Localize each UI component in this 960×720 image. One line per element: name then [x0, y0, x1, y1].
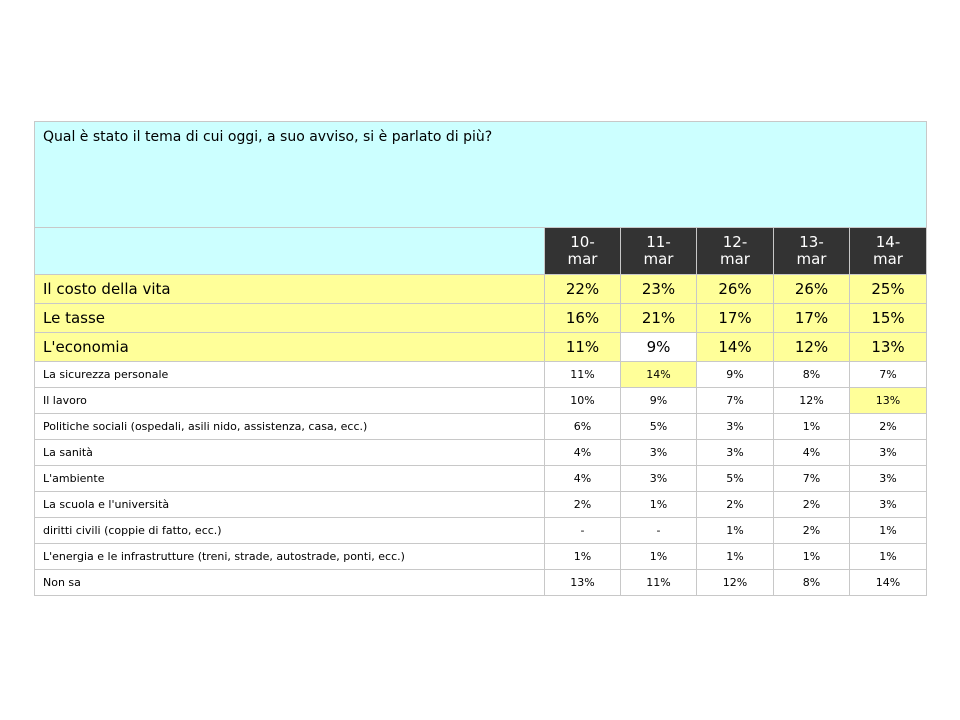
- value-cell: 12%: [774, 333, 850, 362]
- table-row: [35, 518, 927, 544]
- value-cell: 15%: [850, 304, 927, 333]
- row-label: Il lavoro: [35, 388, 545, 414]
- column-header-month: mar: [643, 250, 674, 268]
- row-label: La scuola e l'università: [35, 492, 545, 518]
- value-cell: 1%: [850, 544, 927, 570]
- table-title: Qual è stato il tema di cui oggi, a suo avviso, si è parlato di più?: [43, 129, 493, 145]
- value-cell: 13%: [850, 333, 927, 362]
- row-label: diritti civili (coppie di fatto, ecc.): [35, 518, 545, 544]
- question-cell: [35, 122, 927, 228]
- column-header-day: 11-: [646, 233, 671, 251]
- row-label: Non sa: [35, 570, 545, 596]
- value-cell: 7%: [850, 362, 927, 388]
- header-row: [35, 228, 927, 275]
- value-cell: 4%: [545, 440, 621, 466]
- table-row: [35, 362, 927, 388]
- table-row: [35, 304, 927, 333]
- value-cell: 9%: [697, 362, 774, 388]
- table-row: [35, 466, 927, 492]
- value-cell: 3%: [850, 466, 927, 492]
- column-header-10-mar: [545, 228, 621, 275]
- value-cell: 1%: [621, 492, 697, 518]
- value-cell: 3%: [697, 440, 774, 466]
- survey-table: [34, 121, 927, 596]
- column-header-11-mar: [621, 228, 697, 275]
- value-cell: 23%: [621, 275, 697, 304]
- value-cell: 4%: [774, 440, 850, 466]
- column-header-12-mar: [697, 228, 774, 275]
- value-cell: 1%: [697, 518, 774, 544]
- value-cell: -: [621, 518, 697, 544]
- value-cell: 2%: [545, 492, 621, 518]
- row-label: La sicurezza personale: [35, 362, 545, 388]
- value-cell: 26%: [774, 275, 850, 304]
- value-cell: 8%: [774, 362, 850, 388]
- value-cell: 1%: [774, 544, 850, 570]
- header-blank-cell: [35, 228, 545, 275]
- row-label: Il costo della vita: [35, 275, 545, 304]
- row-label: L'economia: [35, 333, 545, 362]
- value-cell: 16%: [545, 304, 621, 333]
- value-cell: 2%: [697, 492, 774, 518]
- row-label: L'energia e le infrastrutture (treni, strade, autostrade, ponti, ecc.): [35, 544, 545, 570]
- value-cell: 13%: [545, 570, 621, 596]
- column-header-day: 10-: [570, 233, 595, 251]
- row-label: L'ambiente: [35, 466, 545, 492]
- table-row: [35, 275, 927, 304]
- question-row: [35, 122, 927, 228]
- value-cell: 22%: [545, 275, 621, 304]
- table-row: [35, 440, 927, 466]
- column-header-day: 14-: [875, 233, 901, 251]
- row-label: Politiche sociali (ospedali, asili nido, assistenza, casa, ecc.): [35, 414, 545, 440]
- value-cell: 17%: [697, 304, 774, 333]
- value-cell: 26%: [697, 275, 774, 304]
- value-cell: 5%: [621, 414, 697, 440]
- value-cell: 10%: [545, 388, 621, 414]
- value-cell: 1%: [545, 544, 621, 570]
- value-cell: 12%: [774, 388, 850, 414]
- column-header-month: mar: [873, 250, 903, 268]
- value-cell: 3%: [621, 466, 697, 492]
- value-cell: -: [545, 518, 621, 544]
- column-header-month: mar: [796, 250, 827, 268]
- value-cell: 5%: [697, 466, 774, 492]
- value-cell: 4%: [545, 466, 621, 492]
- value-cell: 11%: [545, 333, 621, 362]
- value-cell: 7%: [697, 388, 774, 414]
- value-cell: 14%: [621, 362, 697, 388]
- value-cell: 21%: [621, 304, 697, 333]
- value-cell: 3%: [850, 440, 927, 466]
- value-cell: 17%: [774, 304, 850, 333]
- value-cell: 13%: [850, 388, 927, 414]
- value-cell: 9%: [621, 388, 697, 414]
- row-label: La sanità: [35, 440, 545, 466]
- column-header-14-mar: [850, 228, 927, 275]
- value-cell: 3%: [621, 440, 697, 466]
- value-cell: 1%: [850, 518, 927, 544]
- value-cell: 2%: [850, 414, 927, 440]
- value-cell: 25%: [850, 275, 927, 304]
- column-header-month: mar: [720, 250, 750, 268]
- table-row: [35, 388, 927, 414]
- value-cell: 3%: [850, 492, 927, 518]
- value-cell: 1%: [621, 544, 697, 570]
- value-cell: 12%: [697, 570, 774, 596]
- table-row: [35, 414, 927, 440]
- value-cell: 2%: [774, 492, 850, 518]
- column-header-day: 12-: [722, 233, 748, 251]
- value-cell: 6%: [545, 414, 621, 440]
- table-row: [35, 333, 927, 362]
- value-cell: 14%: [850, 570, 927, 596]
- value-cell: 1%: [774, 414, 850, 440]
- value-cell: 11%: [545, 362, 621, 388]
- value-cell: 1%: [697, 544, 774, 570]
- value-cell: 9%: [621, 333, 697, 362]
- value-cell: 8%: [774, 570, 850, 596]
- column-header-day: 13-: [799, 233, 824, 251]
- value-cell: 11%: [621, 570, 697, 596]
- table-row: [35, 544, 927, 570]
- table-row: [35, 492, 927, 518]
- value-cell: 7%: [774, 466, 850, 492]
- column-header-13-mar: [774, 228, 850, 275]
- column-header-month: mar: [567, 250, 598, 268]
- value-cell: 2%: [774, 518, 850, 544]
- value-cell: 3%: [697, 414, 774, 440]
- table-row: [35, 570, 927, 596]
- row-label: Le tasse: [35, 304, 545, 333]
- value-cell: 14%: [697, 333, 774, 362]
